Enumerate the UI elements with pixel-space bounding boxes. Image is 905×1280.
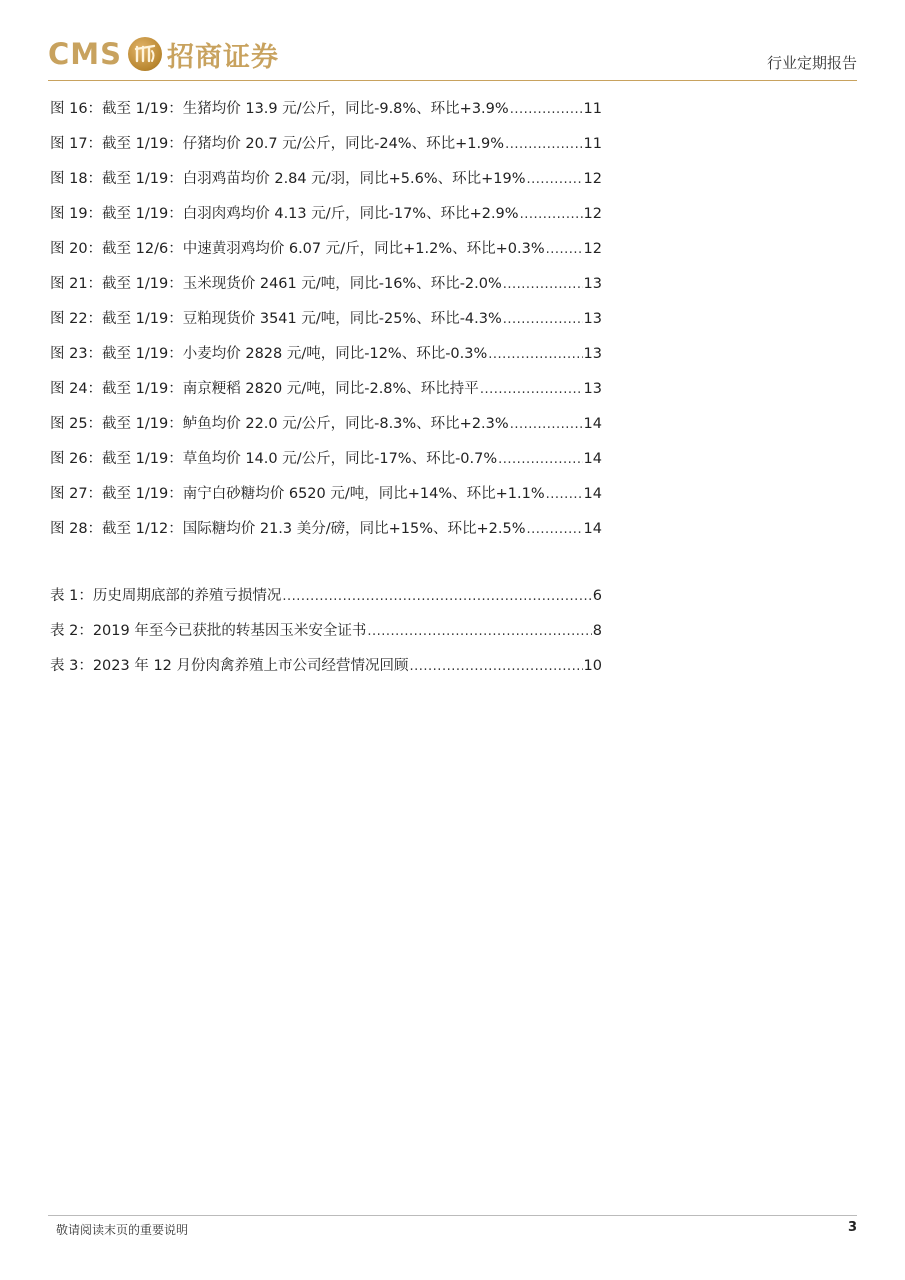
toc-table-entry[interactable]	[50, 583, 602, 618]
toc-figure-entry-label: 图 28：截至 1/12：国际糖均价 21.3 美分/磅，同比+15%、环比+2.5%	[50, 521, 526, 537]
toc-figure-entry-label: 图 16：截至 1/19：生猪均价 13.9 元/公斤，同比-9.8%、环比+3.9%	[50, 101, 509, 117]
dot-leader	[480, 377, 583, 403]
toc-figure-entry-label: 图 20：截至 12/6：中速黄羽鸡均价 6.07 元/斤，同比+1.2%、环比+0.3%	[50, 241, 545, 257]
toc-figure-entry-label: 图 24：截至 1/19：南京粳稻 2820 元/吨，同比-2.8%、环比持平	[50, 381, 479, 397]
footer-divider	[48, 1215, 857, 1216]
toc-table-entry-page: 10	[583, 658, 602, 674]
figure-list	[50, 96, 602, 551]
dot-leader	[510, 97, 583, 123]
toc-figure-entry-label: 图 18：截至 1/19：白羽鸡苗均价 2.84 元/羽，同比+5.6%、环比+19%	[50, 171, 526, 187]
report-type: 行业定期报告	[766, 54, 857, 72]
toc-table-entry-page: 6	[592, 588, 602, 604]
dot-leader	[510, 412, 583, 438]
toc-figure-entry-label: 图 26：截至 1/19：草鱼均价 14.0 元/公斤，同比-17%、环比-0.7%	[50, 451, 498, 467]
toc-figure-entry-page: 14	[583, 486, 602, 502]
logo-cn-text: 招商证券	[167, 41, 280, 73]
logo-seal-icon	[128, 37, 162, 71]
toc-figure-entry[interactable]	[50, 446, 602, 481]
page-footer	[48, 1215, 857, 1237]
toc-figure-entry[interactable]	[50, 96, 602, 131]
dot-leader	[526, 167, 582, 193]
toc-figure-entry-label: 图 23：截至 1/19：小麦均价 2828 元/吨，同比-12%、环比-0.3%	[50, 346, 488, 362]
toc-table-entry[interactable]	[50, 653, 602, 688]
toc-figure-entry-page: 12	[583, 206, 602, 222]
toc-figure-entry[interactable]	[50, 376, 602, 411]
dot-leader	[410, 654, 583, 680]
toc-figure-entry-label: 图 17：截至 1/19：仔猪均价 20.7 元/公斤，同比-24%、环比+1.9%	[50, 136, 505, 152]
toc-figure-entry[interactable]	[50, 131, 602, 166]
toc-figure-entry-label: 图 27：截至 1/19：南宁白砂糖均价 6520 元/吨，同比+14%、环比+1.1%	[50, 486, 545, 502]
toc-figure-entry-label: 图 21：截至 1/19：玉米现货价 2461 元/吨，同比-16%、环比-2.0%	[50, 276, 502, 292]
toc-figure-entry[interactable]	[50, 341, 602, 376]
toc-figure-entry-page: 11	[583, 101, 602, 117]
header-divider	[48, 80, 857, 81]
toc-figure-entry-page: 11	[583, 136, 602, 152]
dot-leader	[503, 272, 583, 298]
toc-table-entry-label: 表 2：2019 年至今已获批的转基因玉米安全证书	[50, 623, 367, 639]
toc-figure-entry-page: 13	[583, 346, 602, 362]
dot-leader	[282, 584, 591, 610]
toc-figure-entry[interactable]	[50, 201, 602, 236]
toc-figure-entry-page: 14	[583, 416, 602, 432]
dot-leader	[505, 132, 582, 158]
toc-figure-entry-label: 图 19：截至 1/19：白羽肉鸡均价 4.13 元/斤，同比-17%、环比+2.9%	[50, 206, 519, 222]
toc-table-entry-label: 表 1：历史周期底部的养殖亏损情况	[50, 588, 282, 604]
dot-leader	[526, 517, 582, 543]
toc-figure-entry[interactable]	[50, 411, 602, 446]
toc-figure-entry[interactable]	[50, 271, 602, 306]
toc-figure-entry[interactable]	[50, 306, 602, 341]
toc-figure-entry-label: 图 25：截至 1/19：鲈鱼均价 22.0 元/公斤，同比-8.3%、环比+2.3%	[50, 416, 509, 432]
table-list	[50, 583, 602, 688]
toc-figure-entry-page: 12	[583, 241, 602, 257]
toc-table-entry[interactable]	[50, 618, 602, 653]
dot-leader	[546, 482, 583, 508]
toc-figure-entry-page: 13	[583, 276, 602, 292]
dot-leader	[367, 619, 591, 645]
toc-figure-entry[interactable]	[50, 236, 602, 271]
page-number: 3	[847, 1220, 857, 1235]
dot-leader	[520, 202, 583, 228]
toc-figure-entry[interactable]	[50, 166, 602, 201]
toc-table-entry-label: 表 3：2023 年 12 月份肉禽养殖上市公司经营情况回顾	[50, 658, 409, 674]
page-header	[48, 30, 857, 82]
toc-table-entry-page: 8	[592, 623, 602, 639]
dot-leader	[546, 237, 583, 263]
logo-cms-text: CMS	[48, 37, 123, 71]
toc-figure-entry-page: 14	[583, 521, 602, 537]
cms-logo	[48, 34, 279, 74]
toc-figure-entry-page: 13	[583, 311, 602, 327]
toc-figure-entry-page: 14	[583, 451, 602, 467]
toc-figure-entry[interactable]	[50, 516, 602, 551]
disclaimer-note: 敬请阅读末页的重要说明	[56, 1223, 189, 1237]
toc-figure-entry[interactable]	[50, 481, 602, 516]
toc-figure-entry-page: 12	[583, 171, 602, 187]
toc-figure-entry-page: 13	[583, 381, 602, 397]
dot-leader	[488, 342, 582, 368]
toc-figure-entry-label: 图 22：截至 1/19：豆粕现货价 3541 元/吨，同比-25%、环比-4.3%	[50, 311, 502, 327]
dot-leader	[498, 447, 582, 473]
dot-leader	[503, 307, 583, 333]
